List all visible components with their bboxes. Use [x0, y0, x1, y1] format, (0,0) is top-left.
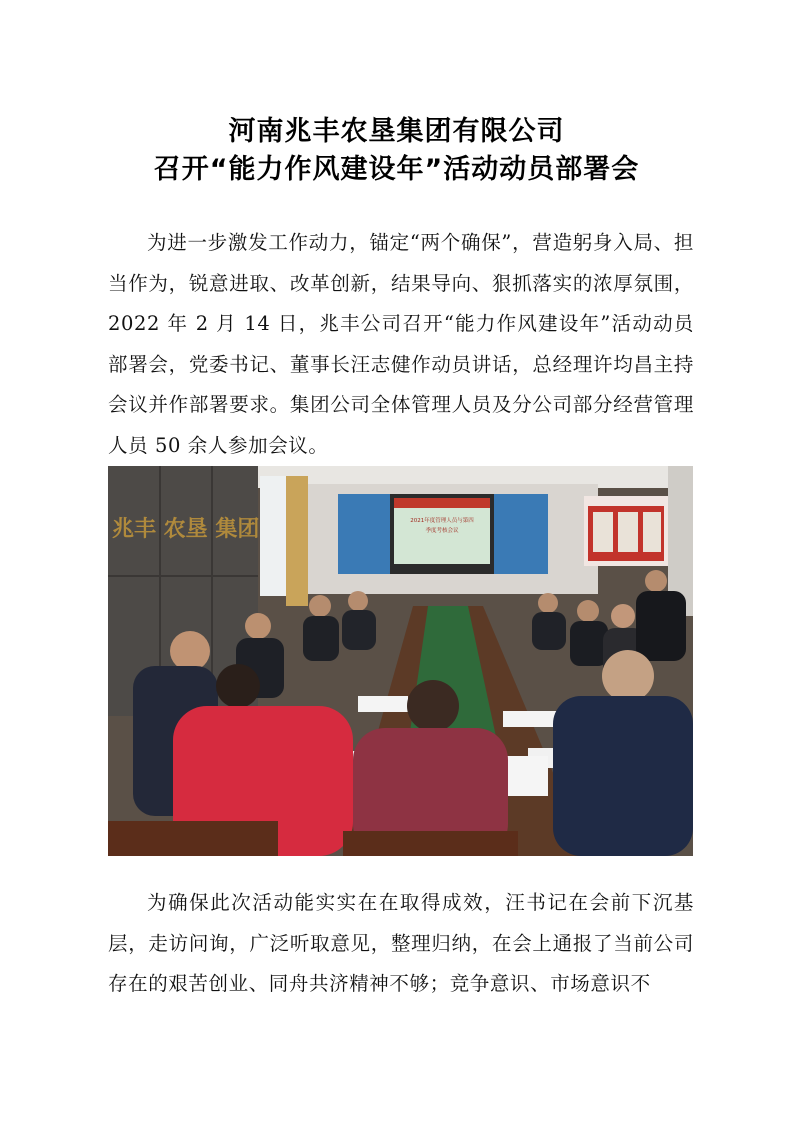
wall-sign: 兆丰 农垦 集团 — [112, 516, 260, 542]
article-title-line-1: 河南兆丰农垦集团有限公司 — [228, 116, 565, 147]
paragraph-1: 为进一步激发工作动力，锚定“两个确保”，营造躬身入局、担当作为，锐意进取、改革创新，结果导向、狠抓落实的浓厚氛围，2022 年 2 月 14 日，兆丰公司召开“能力作风建设年”活动动员部署会，党委书记、董事长汪志健作动员讲话，总经理许均昌主持会议并作部署要求。集团公司全体管理人员及分公司部分经营管理人员 50 余人参加会议。 — [108, 231, 694, 457]
meeting-photo — [108, 466, 693, 856]
screen-title-1: 2021年度管理人员与第四 — [410, 518, 474, 524]
screen-title-2: 季度考核会议 — [425, 528, 459, 534]
article-title-line-2: 召开“能力作风建设年”活动动员部署会 — [153, 154, 640, 185]
paragraph-2: 为确保此次活动能实实在在取得成效，汪书记在会前下沉基层，走访问询，广泛听取意见，整理归纳，在会上通报了当前公司存在的艰苦创业、同舟共济精神不够；竞争意识、市场意识不 — [108, 891, 694, 995]
